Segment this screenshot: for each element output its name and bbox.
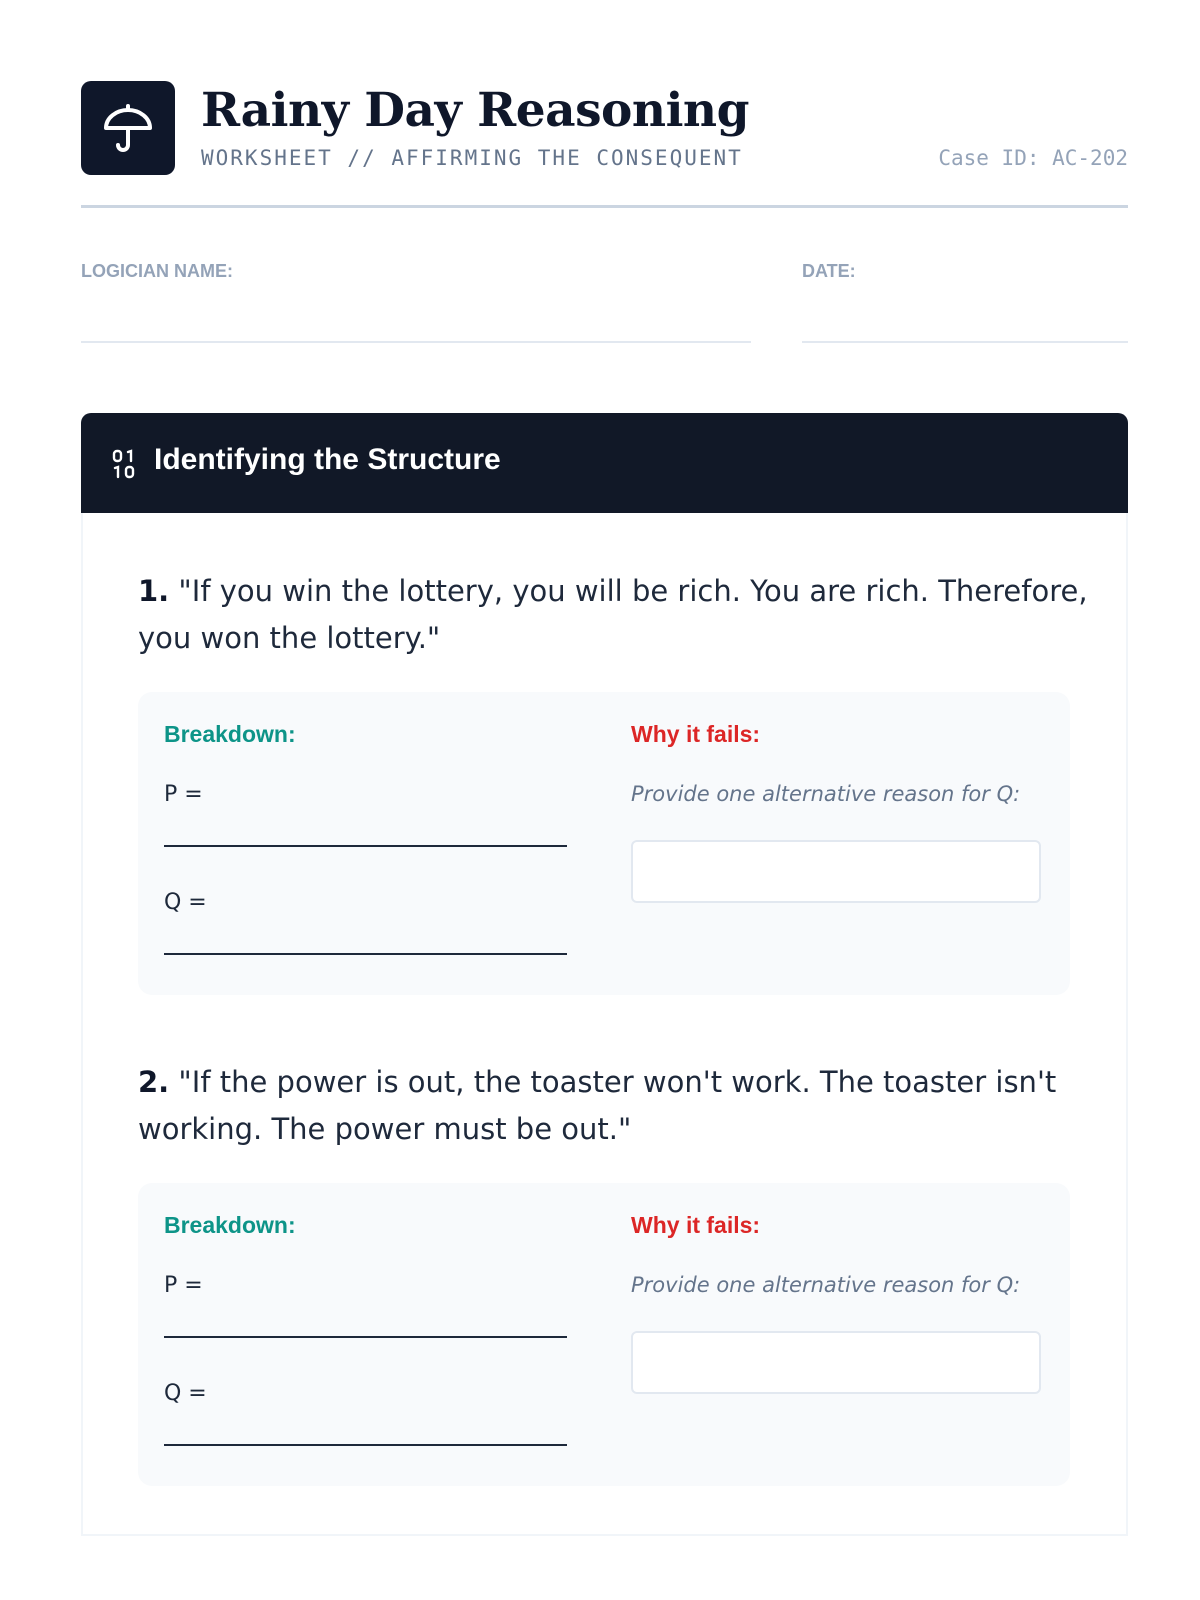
breakdown-label: Breakdown: bbox=[164, 1212, 296, 1238]
date-label: DATE: bbox=[802, 261, 856, 281]
question-1 bbox=[138, 568, 1088, 662]
breakdown-label: Breakdown: bbox=[164, 721, 296, 747]
umbrella-icon bbox=[81, 81, 175, 175]
question-text: "If you win the lottery, you will be rich. You are rich. Therefore, you won the lottery." bbox=[138, 574, 1088, 655]
question-2-panel bbox=[138, 1183, 1070, 1486]
question-number: 1. bbox=[138, 574, 170, 608]
p-label: P = bbox=[164, 1273, 203, 1298]
alternative-reason-hint: Provide one alternative reason for Q: bbox=[631, 1273, 1021, 1297]
date-field[interactable] bbox=[802, 341, 1128, 343]
section-header bbox=[81, 413, 1128, 513]
question-2 bbox=[138, 1059, 1088, 1153]
binary-icon bbox=[112, 449, 136, 483]
p-label: P = bbox=[164, 782, 203, 807]
why-it-fails-label: Why it fails: bbox=[631, 1212, 761, 1238]
page-subtitle: WORKSHEET // AFFIRMING THE CONSEQUENT bbox=[201, 146, 743, 170]
alternative-reason-input[interactable] bbox=[631, 840, 1041, 903]
worksheet-header bbox=[81, 81, 1128, 208]
p-blank[interactable] bbox=[164, 1336, 567, 1338]
q-blank[interactable] bbox=[164, 1444, 567, 1446]
logician-name-field[interactable] bbox=[81, 341, 751, 343]
alternative-reason-hint: Provide one alternative reason for Q: bbox=[631, 782, 1021, 806]
question-text: "If the power is out, the toaster won't work. The toaster isn't working. The power must be out." bbox=[138, 1065, 1057, 1146]
question-1-panel bbox=[138, 692, 1070, 995]
section-title: Identifying the Structure bbox=[154, 443, 501, 476]
why-it-fails-label: Why it fails: bbox=[631, 721, 761, 747]
p-blank[interactable] bbox=[164, 845, 567, 847]
alternative-reason-input[interactable] bbox=[631, 1331, 1041, 1394]
q-label: Q = bbox=[164, 890, 207, 915]
case-id: Case ID: AC-202 bbox=[938, 146, 1128, 170]
q-blank[interactable] bbox=[164, 953, 567, 955]
question-number: 2. bbox=[138, 1065, 170, 1099]
q-label: Q = bbox=[164, 1381, 207, 1406]
page-title: Rainy Day Reasoning bbox=[201, 83, 749, 138]
logician-name-label: LOGICIAN NAME: bbox=[81, 261, 233, 281]
